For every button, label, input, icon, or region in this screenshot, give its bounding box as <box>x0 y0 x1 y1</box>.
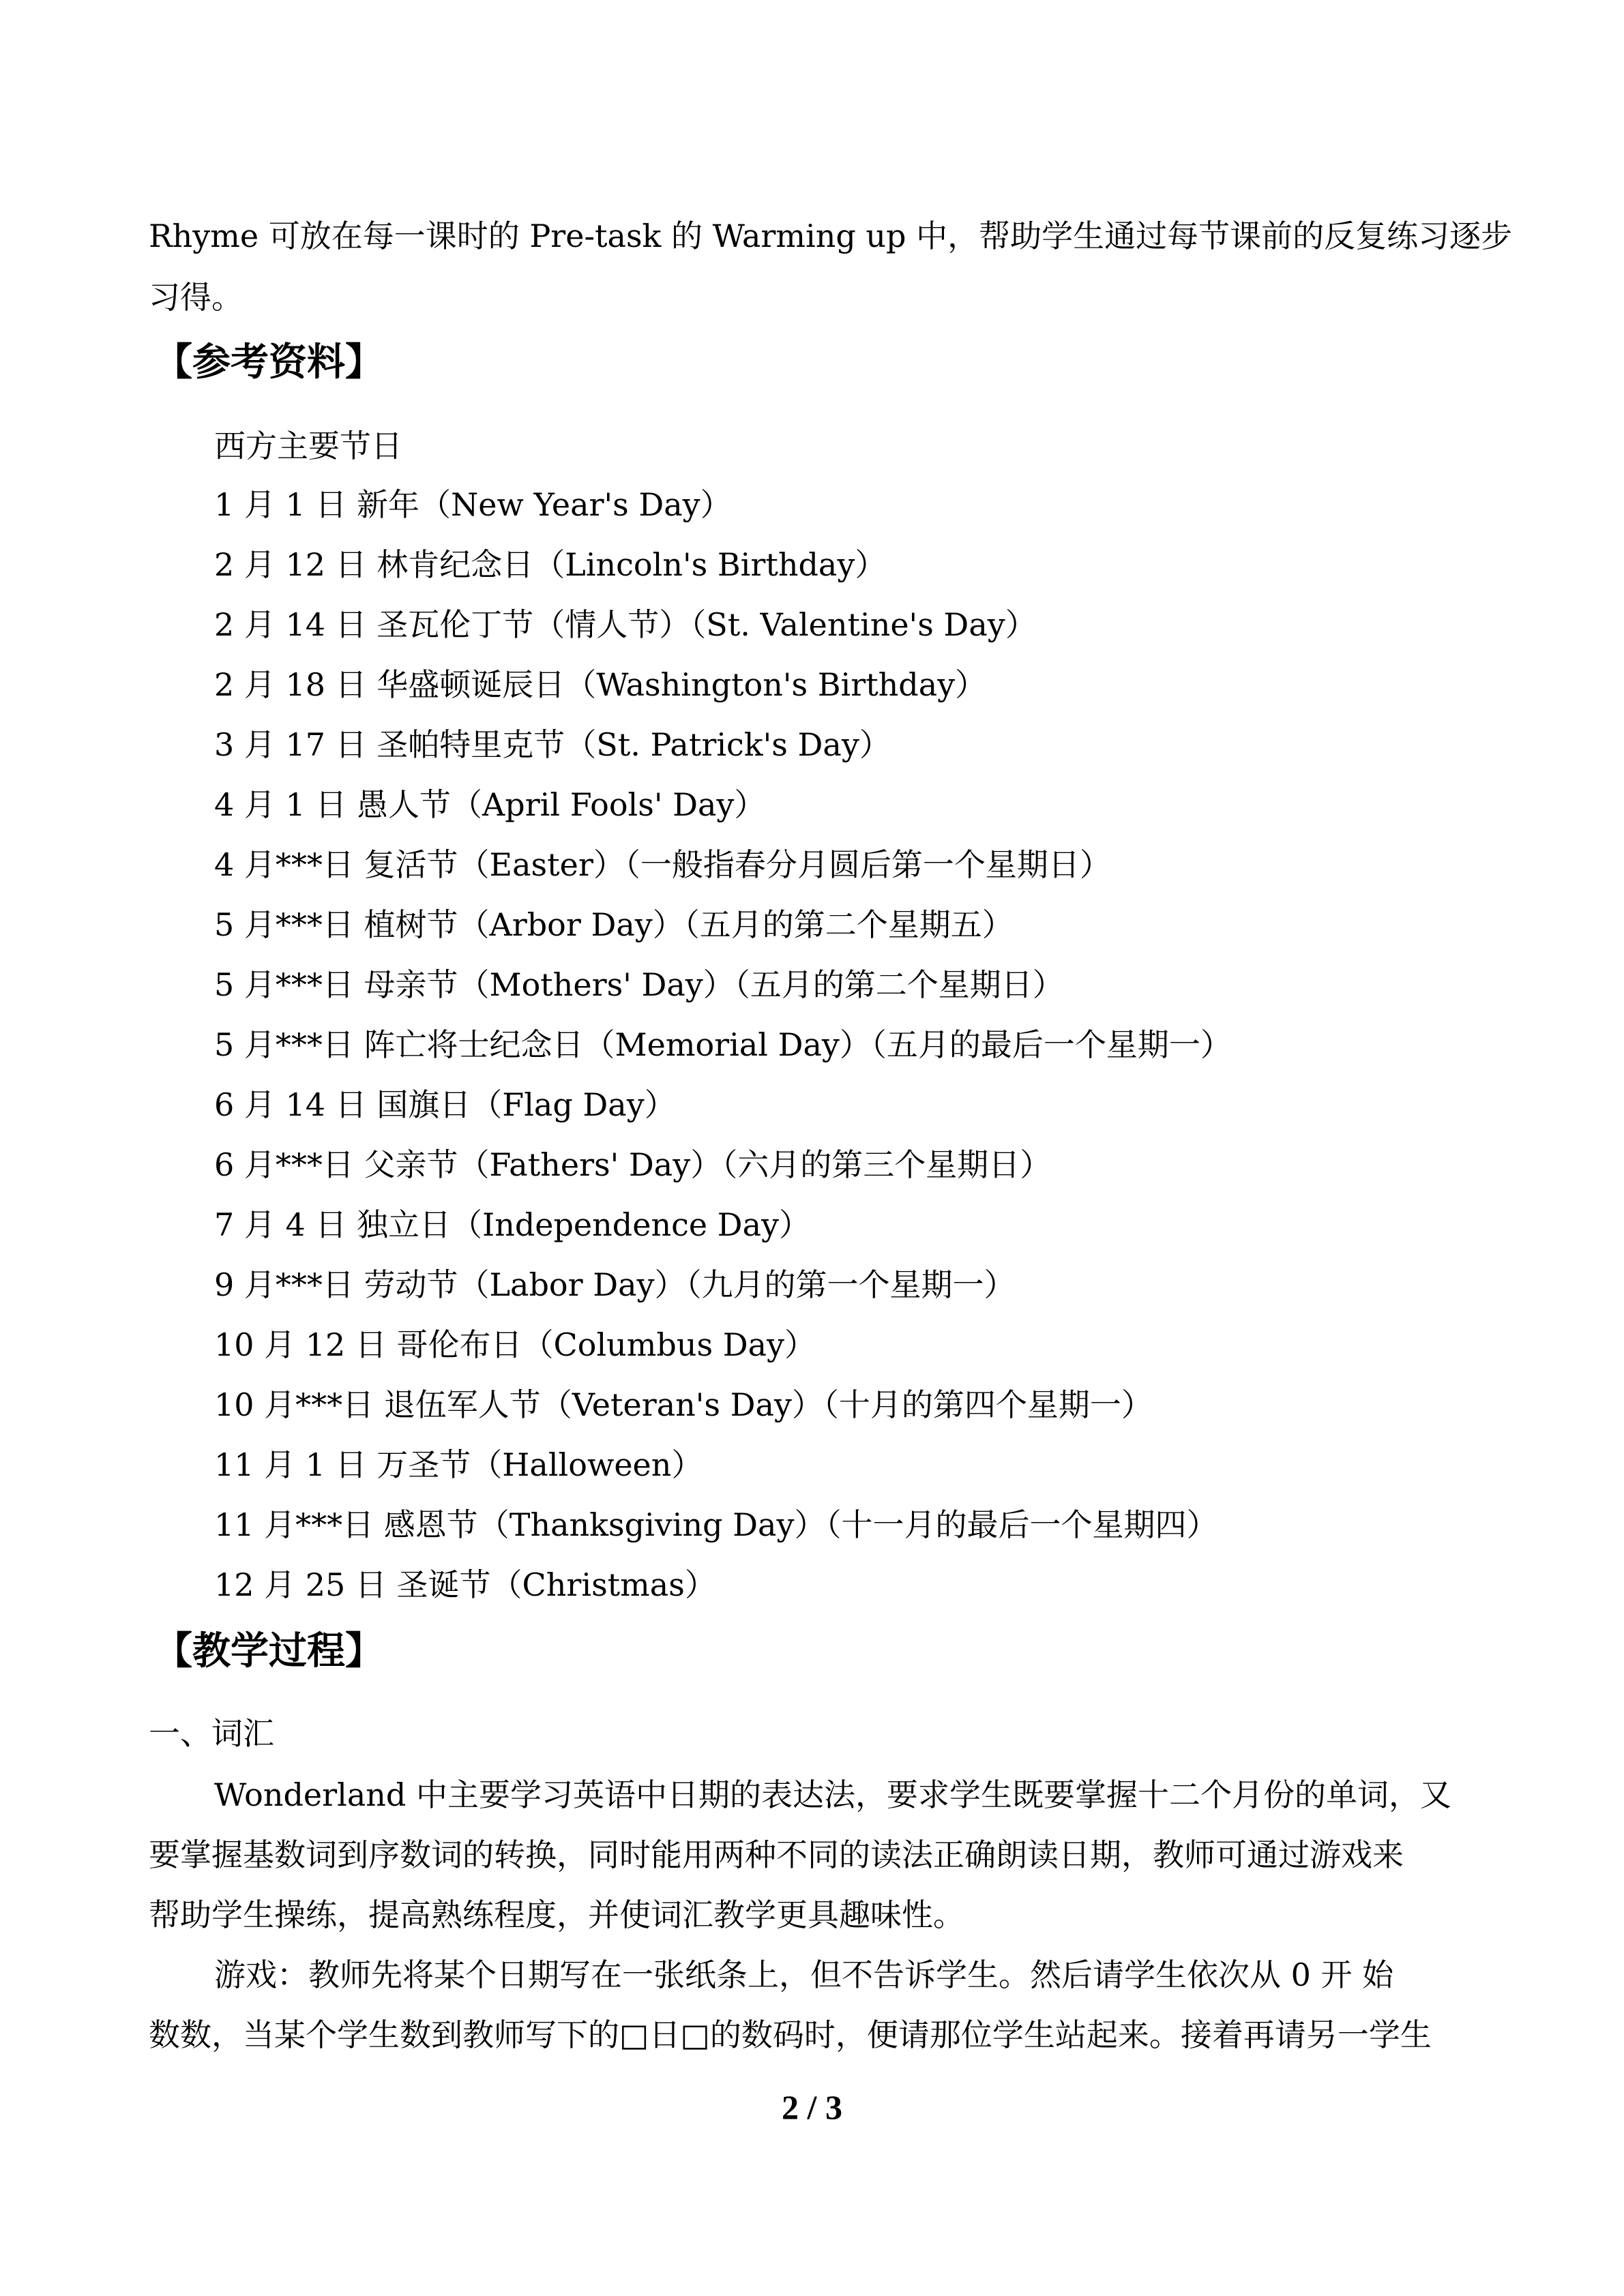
holiday-item: 10 月***日 退伍军人节（Veteran's Day）（十月的第四个星期一） <box>214 1386 1153 1423</box>
holiday-item: 2 月 14 日 圣瓦伦丁节（情人节）（St. Valentine's Day） <box>214 606 1037 643</box>
holiday-item: 7 月 4 日 独立日（Independence Day） <box>214 1206 810 1243</box>
holiday-item: 5 月***日 母亲节（Mothers' Day）（五月的第二个星期日） <box>214 966 1064 1003</box>
holiday-item: 6 月 14 日 国旗日（Flag Day） <box>214 1086 676 1123</box>
paragraph-line: 要掌握基数词到序数词的转换，同时能用两种不同的读法正确朗读日期，教师可通过游戏来 <box>149 1836 1404 1873</box>
holiday-item: 2 月 18 日 华盛顿诞辰日（Washington's Birthday） <box>214 666 987 703</box>
holiday-item: 11 月 1 日 万圣节（Halloween） <box>214 1446 703 1483</box>
holiday-item: 3 月 17 日 圣帕特里克节（St. Patrick's Day） <box>214 726 891 763</box>
intro-line-2: 习得。 <box>149 279 243 316</box>
holiday-item: 5 月***日 植树节（Arbor Day）（五月的第二个星期五） <box>214 906 1014 943</box>
holiday-item: 9 月***日 劳动节（Labor Day）（九月的第一个星期一） <box>214 1266 1016 1303</box>
holiday-item: 4 月***日 复活节（Easter）（一般指春分月圆后第一个星期日） <box>214 846 1111 883</box>
holiday-item: 10 月 12 日 哥伦布日（Columbus Day） <box>214 1326 816 1363</box>
holiday-item: 6 月***日 父亲节（Fathers' Day）（六月的第三个星期日） <box>214 1146 1052 1183</box>
reference-heading: 【参考资料】 <box>154 340 383 385</box>
paragraph-line: 帮助学生操练，提高熟练程度，并使词汇教学更具趣味性。 <box>149 1896 964 1933</box>
holiday-item: 5 月***日 阵亡将士纪念日（Memorial Day）（五月的最后一个星期一） <box>214 1026 1232 1063</box>
paragraph-line: 游戏：教师先将某个日期写在一张纸条上，但不告诉学生。然后请学生依次从 0 开 始 <box>214 1956 1394 1993</box>
reference-subtitle: 西方主要节日 <box>214 428 402 464</box>
section-title: 一、词汇 <box>149 1715 274 1752</box>
paragraph-line: Wonderland 中主要学习英语中日期的表达法，要求学生既要掌握十二个月份的单词，又 <box>214 1776 1451 1813</box>
holiday-item: 11 月***日 感恩节（Thanksgiving Day）（十一月的最后一个星期四） <box>214 1506 1218 1543</box>
intro-line-1: Rhyme 可放在每一课时的 Pre-task 的 Warming up 中，帮助学生通过每节课前的反复练习逐步 <box>149 218 1513 254</box>
holiday-item: 1 月 1 日 新年（New Year's Day） <box>214 486 732 523</box>
holiday-item: 2 月 12 日 林肯纪念日（Lincoln's Birthday） <box>214 546 887 583</box>
process-heading: 【教学过程】 <box>154 1629 383 1673</box>
paragraph-line: 数数，当某个学生数到教师写下的□日□的数码时，便请那位学生站起来。接着再请另一学生 <box>149 2016 1432 2053</box>
holiday-item: 4 月 1 日 愚人节（April Fools' Day） <box>214 786 766 823</box>
holiday-item: 12 月 25 日 圣诞节（Christmas） <box>214 1566 716 1603</box>
page-number: 2 / 3 <box>782 2088 842 2126</box>
